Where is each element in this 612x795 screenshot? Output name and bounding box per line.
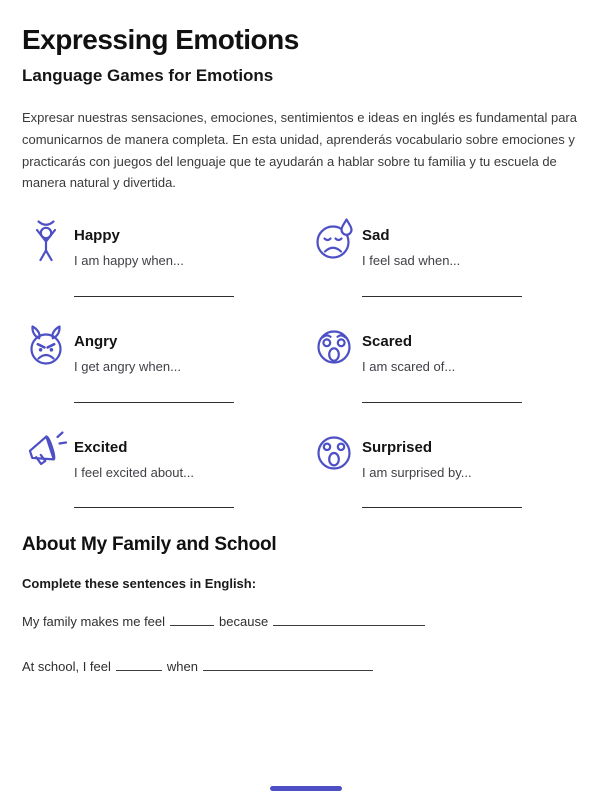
blank-line <box>170 613 214 626</box>
angry-devil-face-icon <box>22 322 70 370</box>
emotion-label: Surprised <box>362 438 433 456</box>
blank-line <box>273 613 425 626</box>
fill-sentence-school <box>22 658 590 676</box>
emotion-prompt: I feel sad when... <box>362 253 461 269</box>
page-subtitle: Language Games for Emotions <box>22 66 274 85</box>
sad-face-with-tear-icon <box>310 216 358 264</box>
blank-answer-line <box>74 507 234 508</box>
emotion-label: Sad <box>362 227 390 245</box>
emotion-card-excited <box>22 428 310 509</box>
emotion-card-surprised <box>310 428 590 509</box>
footer-accent-bar <box>270 786 342 791</box>
sentence-text: At school, I feel <box>22 659 111 675</box>
blank-answer-line <box>362 402 522 403</box>
emotion-label: Scared <box>362 332 413 350</box>
emotion-prompt: I am scared of... <box>362 358 456 374</box>
emotion-card-sad <box>310 216 590 297</box>
blank-answer-line <box>74 296 234 297</box>
emotion-label: Angry <box>74 332 118 350</box>
cheering-person-icon <box>22 216 70 264</box>
blank-line <box>203 658 373 671</box>
surprised-face-icon <box>310 428 358 476</box>
instruction-text: Complete these sentences in English: <box>22 576 257 592</box>
sentence-text: My family makes me feel <box>22 614 166 630</box>
blank-line <box>116 658 162 671</box>
emotion-prompt: I am surprised by... <box>362 464 472 480</box>
emotion-card-happy <box>22 216 310 297</box>
page-title: Expressing Emotions <box>22 24 299 55</box>
emotion-label: Happy <box>74 227 120 245</box>
family-school-heading: About My Family and School <box>22 534 277 556</box>
emotion-prompt: I am happy when... <box>74 253 184 269</box>
sentence-text: when <box>166 659 198 675</box>
scared-face-icon <box>310 322 358 370</box>
emotion-card-scared <box>310 322 590 403</box>
intro-paragraph: Expresar nuestras sensaciones, emociones, sentimientos e ideas en inglés es fundamental para comunicarnos de manera completa. En esta unidad, aprenderás vocabulario sobre emociones y practicarás con juegos del lenguaje que te ayudarán a hablar sobre tu familia y tu escuela de manera natural y divertida. <box>22 110 577 191</box>
megaphone-icon <box>22 428 70 476</box>
emotion-prompt: I feel excited about... <box>74 464 194 480</box>
emotion-card-angry <box>22 322 310 403</box>
blank-answer-line <box>74 402 234 403</box>
emotions-grid <box>22 216 590 508</box>
fill-sentence-family <box>22 613 590 631</box>
emotion-label: Excited <box>74 438 128 456</box>
blank-answer-line <box>362 296 522 297</box>
emotion-prompt: I get angry when... <box>74 358 181 374</box>
blank-answer-line <box>362 507 522 508</box>
sentence-text: because <box>219 614 269 630</box>
